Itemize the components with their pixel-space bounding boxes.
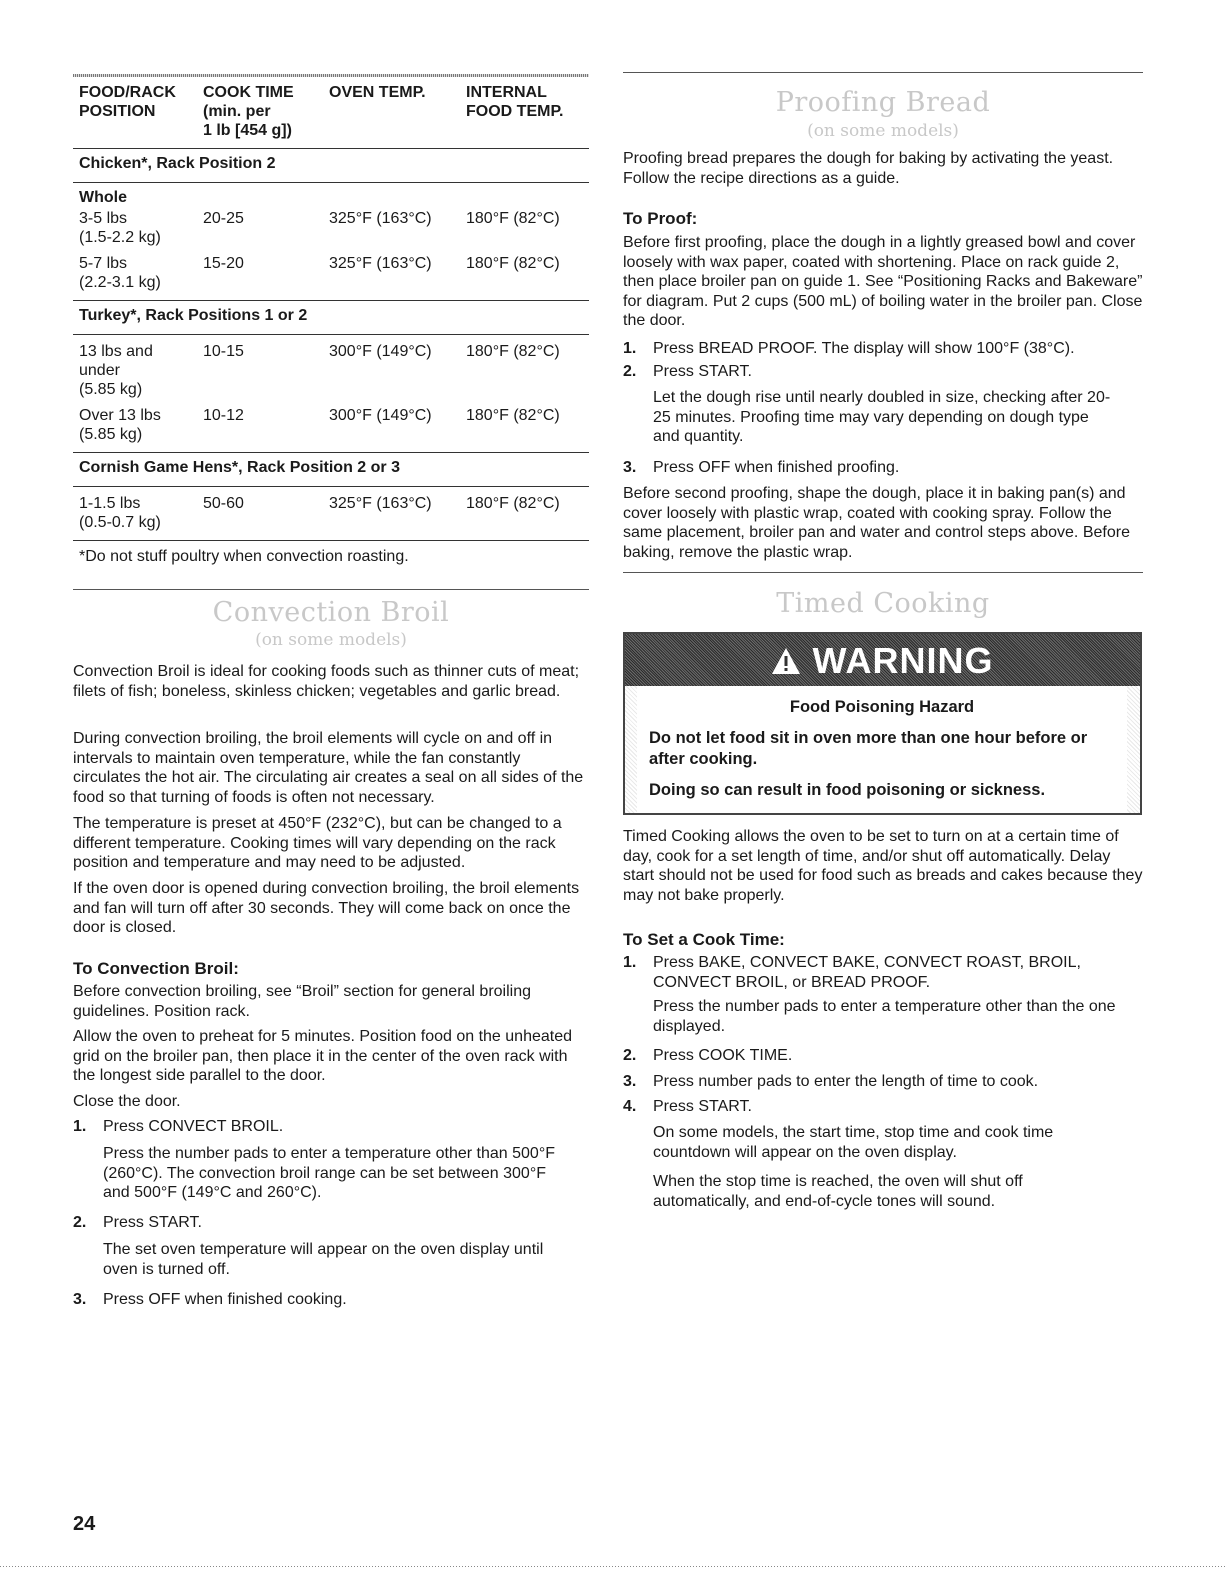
paragraph: If the oven door is opened during convection broiling, the broil elements and fan will turn off after 30 seconds. They will come back on once the door is closed. xyxy=(73,880,580,936)
paragraph: Before convection broiling, see “Broil” section for general broiling guidelines. Position rack. xyxy=(73,983,532,1020)
warning-line: Doing so can result in food poisoning or sickness. xyxy=(649,781,1046,799)
paragraph: Before first proofing, place the dough in a lightly greased bowl and cover loosely with wax paper, coated with shortening. Place on rack guide 2, then place broiler pan on guide 1. See “Positioning Racks and Bakeware” for diagram. Put 2 cups (500 mL) of boiling water in the broiler pan. Close the door. xyxy=(623,234,1143,329)
subheading: To Convection Broil: xyxy=(73,959,239,978)
section-divider xyxy=(623,72,1143,73)
subheading: To Set a Cook Time: xyxy=(623,930,785,949)
step-number: 1. xyxy=(73,1118,87,1135)
header-internal-temp: INTERNAL FOOD TEMP. xyxy=(466,84,564,120)
group-turkey: Turkey*, Rack Positions 1 or 2 xyxy=(79,307,308,324)
cell-weight: 5-7 lbs (2.2-3.1 kg) xyxy=(79,255,161,291)
step-number: 2. xyxy=(623,363,637,380)
cell-time: 15-20 xyxy=(203,255,244,272)
step-text: Press BAKE, CONVECT BAKE, CONVECT ROAST, BROIL, CONVECT BROIL, or BREAD PROOF. xyxy=(653,954,1081,991)
page-number: 24 xyxy=(73,1513,96,1535)
header-food-rack: FOOD/RACK POSITION xyxy=(79,84,176,120)
paragraph: Proofing bread prepares the dough for baking by activating the yeast. Follow the recipe directions as a guide. xyxy=(623,150,1114,187)
step-number: 1. xyxy=(623,340,637,357)
step-number: 3. xyxy=(73,1291,87,1308)
cell-oven: 300°F (149°C) xyxy=(329,343,432,360)
step-detail: Let the dough rise until nearly doubled in size, checking after 20-25 minutes. Proofing time may vary depending on dough type and quantity. xyxy=(653,389,1111,445)
group-hens: Cornish Game Hens*, Rack Position 2 or 3 xyxy=(79,459,400,476)
warning-hazard: Food Poisoning Hazard xyxy=(789,698,975,716)
header-cook-time: COOK TIME (min. per 1 lb [454 g]) xyxy=(203,84,294,139)
cell-internal: 180°F (82°C) xyxy=(466,210,560,227)
section-divider xyxy=(623,572,1143,573)
section-subtitle: (on some models) xyxy=(255,630,407,650)
table-top-rule xyxy=(73,74,589,77)
cell-weight: 1-1.5 lbs (0.5-0.7 kg) xyxy=(79,495,161,531)
paragraph: The temperature is preset at 450°F (232°C), but can be changed to a different temperature. Cooking times will vary depending on the rack position and temperature and may need to be adjusted. xyxy=(73,815,562,871)
header-oven-temp: OVEN TEMP. xyxy=(329,84,426,101)
warning-title xyxy=(625,640,1140,682)
step-detail: Press the number pads to enter a temperature other than 500°F (260°C). The convection broil range can be set between 300°F and 500°F (149°C and 260°C). xyxy=(103,1145,555,1201)
table-rule xyxy=(73,148,589,149)
warning-line: Do not let food sit in oven more than one hour before or after cooking. xyxy=(649,729,1088,768)
step-number: 2. xyxy=(73,1214,87,1231)
cell-time: 50-60 xyxy=(203,495,244,512)
table-rule xyxy=(73,182,589,183)
step-number: 2. xyxy=(623,1047,637,1064)
step-number: 3. xyxy=(623,459,637,476)
step-number: 4. xyxy=(623,1098,637,1115)
step-text: Press START. xyxy=(653,1098,752,1115)
section-title: Timed Cooking xyxy=(776,588,990,619)
cell-internal: 180°F (82°C) xyxy=(466,495,560,512)
step-text: Press OFF when finished proofing. xyxy=(653,459,900,476)
table-rule xyxy=(73,486,589,487)
step-detail: On some models, the start time, stop time and cook time countdown will appear on the oven display. xyxy=(653,1124,1054,1161)
cell-oven: 325°F (163°C) xyxy=(329,255,432,272)
step-number: 3. xyxy=(623,1073,637,1090)
step-number: 1. xyxy=(623,954,637,971)
cell-weight: Over 13 lbs (5.85 kg) xyxy=(79,407,161,443)
section-divider xyxy=(73,589,589,590)
subheading: To Proof: xyxy=(623,209,698,228)
cell-weight: 13 lbs and under (5.85 kg) xyxy=(79,343,153,398)
bottom-rule xyxy=(0,1566,1225,1567)
section-title: Proofing Bread xyxy=(775,87,991,118)
cell-time: 10-12 xyxy=(203,407,244,424)
warning-box xyxy=(623,632,1142,815)
paragraph: Timed Cooking allows the oven to be set to turn on at a certain time of day, cook for a set length of time, and/or shut off automatically. Delay start should not be used for food such as breads and cakes because they may not bake properly. xyxy=(623,828,1143,904)
step-detail: Press the number pads to enter a temperature other than the one displayed. xyxy=(653,998,1116,1035)
step-text: Press COOK TIME. xyxy=(653,1047,793,1064)
cell-oven: 325°F (163°C) xyxy=(329,210,432,227)
section-title: Convection Broil xyxy=(212,597,450,628)
step-detail: The set oven temperature will appear on the oven display until oven is turned off. xyxy=(103,1241,544,1278)
whole-label: Whole xyxy=(79,189,127,206)
paragraph: Allow the oven to preheat for 5 minutes. Position food on the unheated grid on the broiler pan, then place it in the center of the oven rack with the longest side parallel to the door. xyxy=(73,1028,572,1084)
cell-internal: 180°F (82°C) xyxy=(466,407,560,424)
cell-weight: 3-5 lbs (1.5-2.2 kg) xyxy=(79,210,161,246)
warning-label: WARNING xyxy=(812,640,994,681)
cell-oven: 325°F (163°C) xyxy=(329,495,432,512)
paragraph: Before second proofing, shape the dough, place it in baking pan(s) and cover loosely with plastic wrap, coated with cooking spray. Follow the same placement, broiler pan and water and control steps above. Before baking, remove the plastic wrap. xyxy=(623,485,1130,561)
group-chicken: Chicken*, Rack Position 2 xyxy=(79,155,276,172)
step-text: Press CONVECT BROIL. xyxy=(103,1118,284,1135)
step-text: Press START. xyxy=(103,1214,202,1231)
warning-triangle-icon xyxy=(771,640,812,681)
step-text: Press START. xyxy=(653,363,752,380)
paragraph: When the stop time is reached, the oven will shut off automatically, and end-of-cycle tones will sound. xyxy=(653,1173,1023,1210)
table-rule xyxy=(73,452,589,453)
cell-time: 20-25 xyxy=(203,210,244,227)
table-rule xyxy=(73,300,589,301)
cell-internal: 180°F (82°C) xyxy=(466,255,560,272)
paragraph: Close the door. xyxy=(73,1093,181,1110)
cell-time: 10-15 xyxy=(203,343,244,360)
warning-banner xyxy=(625,634,1140,686)
table-footnote: *Do not stuff poultry when convection roasting. xyxy=(79,548,409,565)
step-text: Press number pads to enter the length of time to cook. xyxy=(653,1073,1039,1090)
paragraph: Convection Broil is ideal for cooking foods such as thinner cuts of meat; filets of fish; boneless, skinless chicken; vegetables and garlic bread. xyxy=(73,663,580,700)
table-rule xyxy=(73,540,589,541)
cell-internal: 180°F (82°C) xyxy=(466,343,560,360)
step-text: Press BREAD PROOF. The display will show 100°F (38°C). xyxy=(653,340,1075,357)
paragraph: During convection broiling, the broil elements will cycle on and off in intervals to maintain oven temperature, while the fan constantly circulates the hot air. The circulating air creates a seal on all sides of the food so that turning of foods is often not necessary. xyxy=(73,730,584,806)
warning-content xyxy=(637,686,1127,813)
cell-oven: 300°F (149°C) xyxy=(329,407,432,424)
section-subtitle: (on some models) xyxy=(807,121,959,141)
table-rule xyxy=(73,334,589,335)
step-text: Press OFF when finished cooking. xyxy=(103,1291,347,1308)
